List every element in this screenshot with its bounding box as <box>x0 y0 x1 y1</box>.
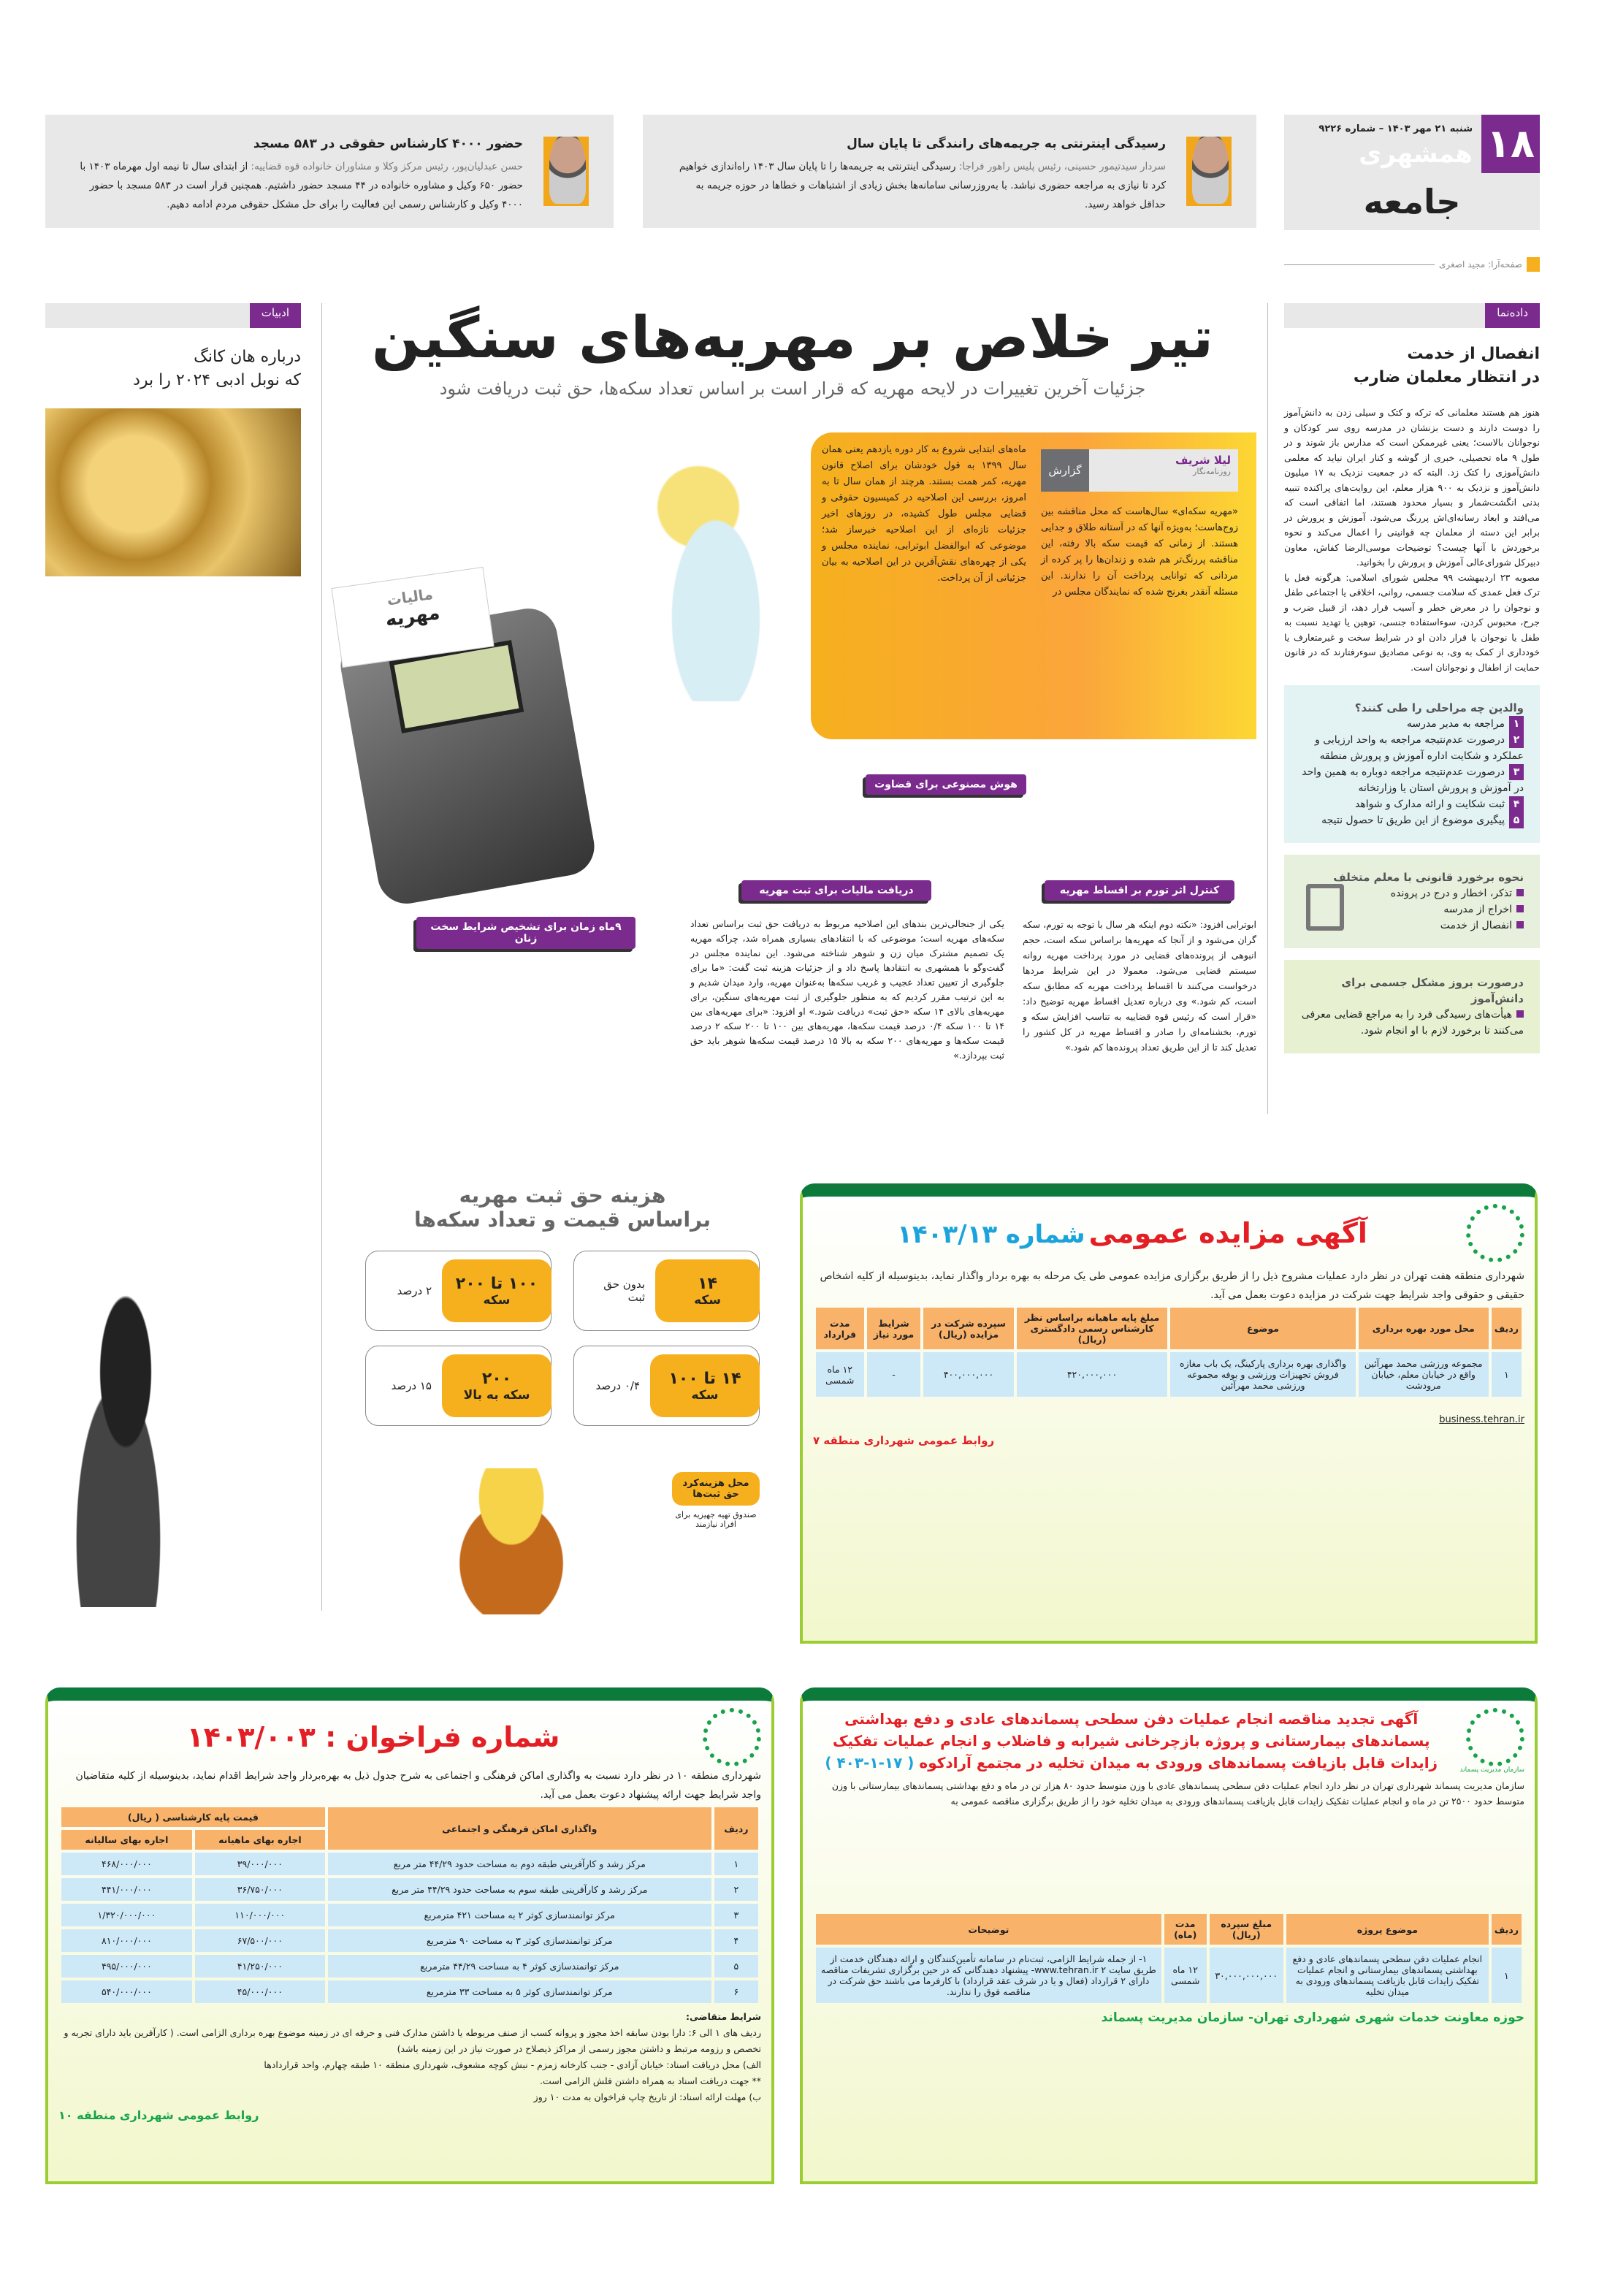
tehran-municipality-logo <box>1466 1204 1524 1262</box>
paper-logo: همشهری <box>1359 140 1473 169</box>
coin-count-badge: ۲۰۰ سکه به بالا <box>442 1354 551 1417</box>
legal-item: اخراج از مدرسه <box>1300 901 1524 918</box>
waste-management-logo <box>1466 1708 1524 1766</box>
auction-table <box>813 1305 1524 1400</box>
step-item <box>1300 796 1524 812</box>
coin-count-badge: ۱۴ تا ۱۰۰ سکه <box>650 1354 760 1417</box>
legal-item: انفصال از خدمت <box>1300 918 1524 934</box>
bullet-icon <box>1516 905 1524 912</box>
step-number: ۲ <box>1509 732 1524 748</box>
coin-count-badge: ۱۴ سکه <box>655 1259 760 1322</box>
table-row: ۵ مرکز توانمندسازی کوثر ۴ به مساحت ۴۴/۲۹ مترمربع ۴۱/۲۵۰/۰۰۰ ۴۹۵/۰۰۰/۰۰۰ <box>61 1955 758 1977</box>
column-divider <box>1267 303 1268 1114</box>
tehran-municipality-logo <box>703 1708 761 1766</box>
step-item <box>1300 812 1524 828</box>
masthead <box>1284 115 1540 230</box>
inflation-column: ابوترابی افزود: «نکته دوم اینکه هر سال با توجه به تورم، سکه گران می‌شود و از آنجا که مهریه‌ها براساس سکه است، حجم انبوهی از پرونده‌های قضایی در مورد پرداخت مهریه روانه سیستم قضایی می‌شود. معمولا در این شرایط مردها درخواست می‌کنند تا اقساط پرداخت مهریه که مطابق سکه است، کم شود.» وی درباره تعدیل اقساط مهریه توضیح داد: «قرار است که رئیس قوه قضاییه به تناسب افزایش سکه و تورم، بخشنامه‌ای را صادر و اقساط مهریه در کل کشور را تعدیل کند تا از این طریق تعداد پرونده‌ها کم شود.» <box>1023 919 1256 1053</box>
nobel-medal-photo <box>45 408 301 576</box>
step-number: ۴ <box>1509 796 1524 812</box>
bullet-icon <box>1516 921 1524 928</box>
pos-terminal-illustration: مالیات مهریه <box>314 577 621 906</box>
auction-ad: آگهی مزایده عمومی شماره ۱۴۰۳/۱۳ شهرداری منطقه هفت تهران در نظر دارد عملیات مشروح ذیل را از طریق برگزاری مزایده عمومی طی یک مرحله به بهره بردار واگذار نماید، بدینوسیله از کلیه اشخاص حقیقی و حقوقی واجد شرایط جهت شرکت در مزایده دعوت بعمل می آید. ردیف محل مورد بهره برداری موضوع مبلغ پایه ماهیانه براساس نظر کارشناس رسمی دادگستری (ریال) سپرده شرکت در مزایده (ریال) شرایط مورد نیاز مدت قرارداد ۱ مجموعه ورزشی محمد مهرآئین واقع در خیابان معلم، خیابان مرودشت واگذاری بهره برداری پارکینگ، یک باب مغازه فروش تجهیزات ورزشی و بوفه مجموعه ورزشی محمد مهرآئین ۴۲۰,۰۰۰,۰۰۰ ۴۰۰,۰۰۰,۰۰۰ - ۱۲ ماه شمسی business.tehran.ir روابط عمومی شهرداری منطقه ۷ <box>800 1183 1538 1644</box>
column-divider <box>321 303 322 1611</box>
issue-date: شنبه ۲۱ مهر ۱۴۰۳ – شماره ۹۲۲۶ <box>1318 123 1473 134</box>
bullet-icon <box>1516 889 1524 896</box>
fee-tier <box>573 1251 760 1331</box>
step-text: درصورت عدم‌نتیجه مراجعه دوباره به همین واحد در آموزش و پرورش استان یا وزارتخانه <box>1302 766 1524 794</box>
usage-box: محل هزینه‌کرد حق ثبت‌ها صندوق تهیه جهیزیه برای افراد نیازمند <box>672 1472 760 1529</box>
document-pen-icon <box>1306 884 1344 931</box>
call-table <box>58 1804 761 2006</box>
table-row: ۲ مرکز رشد و کارآفرینی طبقه سوم به مساحت حدود ۴۴/۲۹ متر مربع ۳۶/۷۵۰/۰۰۰ ۴۴۱/۰۰۰/۰۰۰ <box>61 1878 758 1901</box>
step-text: درصورت عدم‌نتیجه مراجعه به واحد ارزیابی و عملکرد و شکایت اداره آموزش و پرورش منطقه <box>1315 734 1524 762</box>
lead-paragraph-1: «مهریه سکه‌ای» سال‌هاست که محل مناقشه بین زوج‌هاست؛ به‌ویژه آنها که در آستانه طلاق و جدایی هستند. از زمانی که قیمت سکه بالا رفته، این مناقشه پررنگ‌تر هم شده و زندان‌ها را پر کرده از مردانی که توانایی پرداخت آن را ندارند. این مسئله آنقدر بغرنج شده که نمایندگان مجلس در <box>1041 506 1238 598</box>
coin-pot-image <box>431 1468 592 1614</box>
step-number: ۳ <box>1509 764 1524 780</box>
subhead-inflation: کنترل اثر تورم بر اقساط مهریه <box>1045 880 1234 901</box>
physical-harm-box: درصورت بروز مشکل جسمی برای دانش‌آموز هیأت‌های رسیدگی فرد را به مراجع قضایی معرفی می‌کنند تا برخورد لازم با او انجام شود. <box>1284 960 1540 1053</box>
step-number: ۵ <box>1509 812 1524 828</box>
fee-value: ۲ درصد <box>397 1284 432 1297</box>
subhead-ai: هوش مصنوعی برای قضاوت <box>866 774 1026 795</box>
section-title: جامعه <box>1363 182 1461 221</box>
table-row: ۱ مجموعه ورزشی محمد مهرآئین واقع در خیابان معلم، خیابان مرودشت واگذاری بهره برداری پارکینگ، یک باب مغازه فروش تجهیزات ورزشی و بوفه مجموعه ورزشی محمد مهرآئین ۴۲۰,۰۰۰,۰۰۰ ۴۰۰,۰۰۰,۰۰۰ - ۱۲ ماه شمسی <box>816 1352 1522 1397</box>
quote-box-lawyers: حضور ۴۰۰۰ کارشناس حقوقی در ۵۸۳ مسجد حسن عبدلیان‌پور، رئیس مرکز وکلا و مشاوران خانواده قوه قضاییه: از ابتدای سال تا نیمه اول مهرماه ۱۴۰۳ با حضور ۶۵۰ وکیل و مشاوره خانواده در ۴۴ مسجد حضور داشتیم. همچنین قرار است در ۵۸۳ مسجد با حضور ۴۰۰۰ وکیل و کارشناس رسمی این فعالیت را برای حل مشکل حقوقی مردم ادامه دهیم. <box>45 115 614 228</box>
table-header: ردیف محل مورد بهره برداری موضوع مبلغ پایه ماهیانه براساس نظر کارشناس رسمی دادگستری (ریال) سپرده شرکت در مزایده (ریال) شرایط مورد نیاز مدت قرارداد <box>816 1308 1522 1349</box>
table-row: ۳ مرکز توانمندسازی کوثر ۲ به مساحت ۴۲۱ مترمربع ۱۱۰/۰۰۰/۰۰۰ ۱/۳۲۰/۰۰۰/۰۰۰ <box>61 1904 758 1926</box>
fee-value: ۰/۴ درصد <box>595 1379 640 1392</box>
author-photo <box>45 1271 191 1607</box>
legal-action-box: نحوه برخورد قانونی با معلم متخلف تذکر، اخطار و درج در پرونده اخراج از مدرسه انفصال از خدمت <box>1284 855 1540 948</box>
section-tab: ادبیات <box>45 303 301 328</box>
lead-paragraph-2: ماه‌های ابتدایی شروع به کار دوره یازدهم یعنی همان سال ۱۳۹۹ به قول خودشان برای اصلاح قانون مهریه، کمر همت بستند. هرچند از همان سال تا به امروز، بررسی این اصلاحیه در کمیسیون حقوقی و قضایی مجلس طول کشیده، در روزهای اخیر جزئیات تازه‌ای از این اصلاحیه خبرساز شد؛ موضوعی که ابوالفضل ابوترابی، نماینده مجلس و یکی از چهره‌های نقش‌آفرین در این اصلاحیه به بیان جزئیاتی از آن پرداخت. <box>822 444 1027 584</box>
tender-ad: سازمان مدیریت پسماند آگهی تجدید مناقصه انجام عملیات دفن سطحی پسماندهای عادی و دفع بهداشتی پسماندهای بیمارستانی و پروژه بازچرخانی شیرابه و فاضلاب و انجام عملیات تفکیک زایدات قابل بازیافت پسماندهای ورودی به میدان تخلیه در مجتمع آرادکوه ( ۱۷-۱-۴۰۳ ) سازمان مدیریت پسماند شهرداری تهران در نظر دارد انجام عملیات دفن سطحی پسماندهای عادی با وزن متوسط حدود ۸۰ هزار تن در ماه و دفع بهداشتی پسماندهای بیمارستانی با وزن متوسط حدود ۲۵۰۰ تن در ماه و انجام عملیات تفکیک زایدات قابل بازیافت پسماندهای ورودی به میدان تخلیه خود را از طریق برگزاری مناقصه عمومی به ردیف موضوع پروژه مبلغ سپرده (ریال) مدت (ماه) توضیحات ۱ انجام عملیات دفن سطحی پسماندهای عادی و دفع بهداشتی پسماندهای بیمارستانی و انجام عملیات تفکیک زایدات قابل بازیافت پسماندهای ورودی به میدان تخلیه ۳۰,۰۰۰,۰۰۰,۰۰۰ ۱۲ ماه شمسی ۱- از جمله شرایط الزامی، ثبت‌نام در سامانه تأمین‌کنندگان و ارائه دهندگان خدمت از طریق سایت www.tehran.ir ۲- پیشنهاد دهندگانی که در حین برگزاری تشریفات مناقصه دارای ۲ قرارداد (فعال و یا در شرف عقد قرارداد) با کارفرما می باشند حق شرکت در مناقصه فوق را ندارند. حوزه معاونت خدمات شهری شهرداری تهران- سازمان مدیریت پسماند <box>800 1687 1538 2184</box>
step-text: مراجعه به مدیر مدرسه <box>1406 718 1505 730</box>
step-item <box>1300 716 1524 732</box>
table-header: ردیف موضوع پروژه مبلغ سپرده (ریال) مدت (ماه) توضیحات <box>816 1914 1522 1945</box>
speaker-photo <box>543 137 589 206</box>
layout-credit: صفحه‌آرا: مجید اصغری <box>1284 257 1540 272</box>
couple-cartoon <box>628 424 804 701</box>
page-number: ۱۸ <box>1481 115 1540 173</box>
article-title: انفصال از خدمت در انتظار معلمان ضارب <box>1353 345 1540 386</box>
quote-box-traffic: رسیدگی اینترنتی به جریمه‌های رانندگی تا پایان سال سردار سیدتیمور حسینی، رئیس پلیس راهور فراجا: رسیدگی اینترنتی به جریمه‌ها را تا پایان سال ۱۴۰۳ راه‌اندازی خواهیم کرد تا نیازی به مراجعه حضوری نباشد. با به‌روزرسانی سامانه‌ها بخش زیادی از اشتباهات و خطاها در حوزه جریمه به حداقل خواهد رسید. <box>643 115 1256 228</box>
registration-fee-infographic: هزینه حق ثبت مهریه براساس قیمت و تعداد سکه‌ها ۱۴ سکه بدون حق ثبت ۱۰۰ تا ۲۰۰ سکه ۲ درصد ۱۴ تا ۱۰۰ سکه ۰/۴ درصد ۲۰۰ سکه به بالا ۱۵ درصد محل هزینه‌کرد حق ثبت‌ها صندوق تهیه جهیزیه برای افراد نیازمند <box>351 1169 774 1622</box>
step-item <box>1300 732 1524 764</box>
tax-column: یکی از جنجالی‌ترین بندهای این اصلاحیه مربوط به دریافت حق ثبت براساس تعداد سکه‌های مهریه است؛ موضوعی که با انتقادهای بسیاری همراه شد، چراکه مهریه یک تصمیم مشترک میان زن و شوهر شناخته می‌شود. این نماینده مجلس در گفت‌وگو با همشهری به انتقادها پاسخ داد و از جزئیات هزینه ثبت گفت: «ما برای جلوگیری از تعیین تعداد عجیب و غریب سکه‌ها به‌عنوان مهریه، وارد میدان شدیم و به این ترتیب مقرر کردیم که به منظور جلوگیری از ثبت مهریه‌های سنگین، برای مهریه‌های بالای ۱۴ سکه «حق ثبت» دریافت شود.» او افزود: «برای مهریه‌های بین ۱۴ تا ۱۰۰ سکه ۰/۴ درصد قیمت سکه‌ها، مهریه‌های بین ۱۰۰ تا ۲۰۰ سکه ۲ درصد قیمت سکه‌ها و مهریه‌های ۲۰۰ سکه به بالا ۱۵ درصد قیمت سکه‌ها شوهر باید حق ثبت بپردازد.» <box>690 918 1004 1061</box>
call-ad: شماره فراخوان : ۱۴۰۳/۰۰۳ شهرداری منطقه ۱۰ در نظر دارد نسبت به واگذاری اماکن فرهنگی و اجتماعی به شرح جدول ذیل به بهره‌بردار واجد شرایط اقدام نماید، بدینوسیله از کلیه متقاضیان واجد شرایط جهت ارائه پیشنهاد دعوت بعمل می آید. ردیف واگذاری اماکن فرهنگی و اجتماعی قیمت پایه کارشناسی ( ریال) اجاره بهای ماهیانه اجاره بهای سالیانه ۱ مرکز رشد و کارآفرینی طبقه دوم به مساحت حدود ۴۴/۲۹ متر مربع ۳۹/۰۰۰/۰۰۰ ۴۶۸/۰۰۰/۰۰۰ ۲ مرکز رشد و کارآفرینی طبقه سوم به مساحت حدود ۴۴/۲۹ متر مربع ۳۶/۷۵۰/۰۰۰ ۴۴۱/۰۰۰/۰۰۰ ۳ مرکز توانمندسازی کوثر ۲ به مساحت ۴۲۱ مترمربع ۱۱۰/۰۰۰/۰۰۰ ۱/۳۲۰/۰۰۰/۰۰۰ ۴ مرکز توانمندسازی کوثر ۳ به مساحت ۹۰ مترمربع ۶۷/۵۰۰/۰۰۰ ۸۱۰/۰۰۰/۰۰۰ ۵ مرکز توانمندسازی کوثر ۴ به مساحت ۴۴/۲۹ مترمربع ۴۱/۲۵۰/۰۰۰ ۴۹۵/۰۰۰/۰۰۰ ۶ مرکز توانمندسازی کوثر ۵ به مساحت ۳۳ مترمربع ۴۵/۰۰۰/۰۰۰ ۵۴۰/۰۰۰/۰۰۰ شرایط متقاضی: ردیف های ۱ الی ۶: دارا بودن سابقه اخذ مجوز و پروانه کسب از صنف مربوطه یا داشتن مدارک فنی و حرفه ای در زمینه موضوع بهره برداری الزامی است. ( کارآفرین باید دارای تجربه و تخصص و رزومه مرتبط و داشتن مجوز رسمی از مراکز ذیصلاح در صورت نیاز در این زمینه باشد) الف) محل دریافت اسناد: خیابان آزادی - جنب کارخانه زمزم - نبش کوچه مشعوف، شهرداری منطقه ۱۰ طبقه چهارم، واحد قراردادها ** جهت دریافت اسناد به همراه داشتن فلش الزامی است. ب) مهلت ارائه اسناد: از تاریخ چاپ فراخوان به مدت ۱۰ روز روابط عمومی شهرداری منطقه ۱۰ <box>45 1687 774 2184</box>
step-text: ثبت شکایت و ارائه مدارک و شواهد <box>1354 798 1505 810</box>
fee-tier <box>573 1346 760 1426</box>
step-item <box>1300 764 1524 796</box>
business-site-link[interactable]: business.tehran.ir <box>1439 1414 1524 1425</box>
table-row: ۱ انجام عملیات دفن سطحی پسماندهای عادی و دفع بهداشتی پسماندهای بیمارستانی و انجام عملیات تفکیک زایدات قابل بازیافت پسماندهای ورودی به میدان تخلیه ۳۰,۰۰۰,۰۰۰,۰۰۰ ۱۲ ماه شمسی ۱- از جمله شرایط الزامی، ثبت‌نام در سامانه تأمین‌کنندگان و ارائه دهندگان خدمت از طریق سایت www.tehran.ir ۲- پیشنهاد دهندگانی که در حین برگزاری تشریفات مناقصه دارای ۲ قرارداد (فعال و یا در شرف عقد قرارداد) با کارفرما می باشند حق شرکت در مناقصه فوق را ندارند. <box>816 1948 1522 2003</box>
credit-rule <box>1284 264 1435 265</box>
credit-marker <box>1527 257 1540 272</box>
coin-count-badge: ۱۰۰ تا ۲۰۰ سکه <box>442 1259 551 1322</box>
subhead-9months: ۹ماه زمان برای تشخیص شرایط سخت زنان <box>416 917 635 949</box>
tender-table <box>813 1911 1524 2006</box>
table-row: ۴ مرکز توانمندسازی کوثر ۳ به مساحت ۹۰ مترمربع ۶۷/۵۰۰/۰۰۰ ۸۱۰/۰۰۰/۰۰۰ <box>61 1929 758 1952</box>
parents-steps-box: والدین چه مراحلی را طی کنند؟ ۱مراجعه به مدیر مدرسه ۲درصورت عدم‌نتیجه مراجعه به واحد ارزیابی و عملکرد و شکایت اداره آموزش و پرورش منطقه ۳درصورت عدم‌نتیجه مراجعه دوباره به همین واحد در آموزش و پرورش استان یا وزارتخانه ۴ثبت شکایت و ارائه مدارک و شواهد ۵پیگیری موضوع از این طریق تا حصول نتیجه <box>1284 685 1540 843</box>
fee-value: ۱۵ درصد <box>391 1379 432 1392</box>
table-header: اجاره بهای ماهیانه اجاره بهای سالیانه <box>61 1830 758 1850</box>
fee-tier <box>365 1251 551 1331</box>
main-subtitle: جزئیات آخرین تغییرات در لایحه مهریه که قرار است بر اساس تعداد سکه‌ها، حق ثبت دریافت شود <box>439 378 1146 399</box>
step-number: ۱ <box>1509 716 1524 732</box>
table-row: ۶ مرکز توانمندسازی کوثر ۵ به مساحت ۳۳ مترمربع ۴۵/۰۰۰/۰۰۰ ۵۴۰/۰۰۰/۰۰۰ <box>61 1980 758 2003</box>
subhead-tax: دریافت مالیات برای ثبت مهریه <box>741 880 931 901</box>
table-row: ۱ مرکز رشد و کارآفرینی طبقه دوم به مساحت حدود ۴۴/۲۹ متر مربع ۳۹/۰۰۰/۰۰۰ ۴۶۸/۰۰۰/۰۰۰ <box>61 1853 758 1875</box>
datanama-column: داده‌نما انفصال از خدمت در انتظار معلمان ضارب هنوز هم هستند معلمانی که ترکه و کتک و سیلی زدن به دانش‌آموز را دوست دارند و دست بزنشان در مدرسه روی سر کودکان و نوجوانان بالاست؛ یعنی غیرممکن است که مدارس باز شوند و در طول ۹ ماه تحصیلی، خبری از گوشه و کنار ایران نیاید که معلمی دانش‌آموزی را کتک زد. البته که در جمعیت نزدیک به ۱۷ میلیون دانش‌آموز و نزدیک به ۹۰۰ هزار معلم، این روایت‌های پراکنده تنبیه بدنی انگشت‌شمار و بسیار محدود هستند، اما اتفاقی است که می‌افتد و ابعاد رسانه‌ای‌اش پررنگ می‌شود. آموزش و پرورش در برابر این دسته از معلمان چه قوانینی را اعمال می‌کند و نحوه برخوردش با آنها چیست؟ توضیحات موسی‌الرضا کفاش، معاون دبیرکل شورای‌عالی آموزش و پرورش را بخوانید. مصوبه ۲۳ اردیبهشت ۹۹ مجلس شورای اسلامی: هرگونه فعل یا ترک فعل عمدی که سلامت جسمی، روانی، اخلاقی یا اجتماعی طفل و نوجوان را در معرض خطر و آسیب قرار دهد، از قبیل ضرب و جرح، محبوس کردن، سوءاستفاده جنسی، توهین یا تهدید نسبت به طفل یا نوجوان یا قرار دادن او در شرایط سخت و غیرمتعارف یا خودداری از کمک به وی، به نوعی مصادیق سوءرفتارند که در قانون حمایت از اطفال و نوجوانان است. والدین چه مراحلی را طی کنند؟ ۱مراجعه به مدیر مدرسه ۲درصورت عدم‌نتیجه مراجعه به واحد ارزیابی و عملکرد و شکایت اداره آموزش و پرورش منطقه ۳درصورت عدم‌نتیجه مراجعه دوباره به همین واحد در آموزش و پرورش استان یا وزارتخانه ۴ثبت شکایت و ارائه مدارک و شواهد ۵پیگیری موضوع از این طریق تا حصول نتیجه نحوه برخورد قانونی با معلم متخلف تذکر، اخطار و درج در پرونده اخراج از مدرسه انفصال از خدمت درصورت بروز مشکل جسمی برای دانش‌آموز هیأت‌های رسیدگی فرد را به مراجع قضایی معرفی می‌کنند تا برخورد لازم با او انجام شود. <box>1284 303 1540 1053</box>
step-text: پیگیری موضوع از این طریق تا حصول نتیجه <box>1321 815 1505 826</box>
table-header: ردیف واگذاری اماکن فرهنگی و اجتماعی قیمت پایه کارشناسی ( ریال) <box>61 1807 758 1827</box>
legal-item: تذکر، اخطار و درج در پرونده <box>1300 885 1524 901</box>
main-headline: تیر خلاص بر مهریه‌های سنگین <box>371 305 1214 371</box>
fee-tier <box>365 1346 551 1426</box>
speaker-photo <box>1186 137 1232 206</box>
literature-column: ادبیات درباره هان کانگ که نوبل ادبی ۲۰۲۴ را برد <box>45 303 301 576</box>
byline: لیلا شریف روزنامه‌نگار گزارش <box>1041 449 1238 492</box>
fee-value: بدون حق ثبت <box>603 1278 646 1304</box>
section-tab: داده‌نما <box>1284 303 1540 328</box>
